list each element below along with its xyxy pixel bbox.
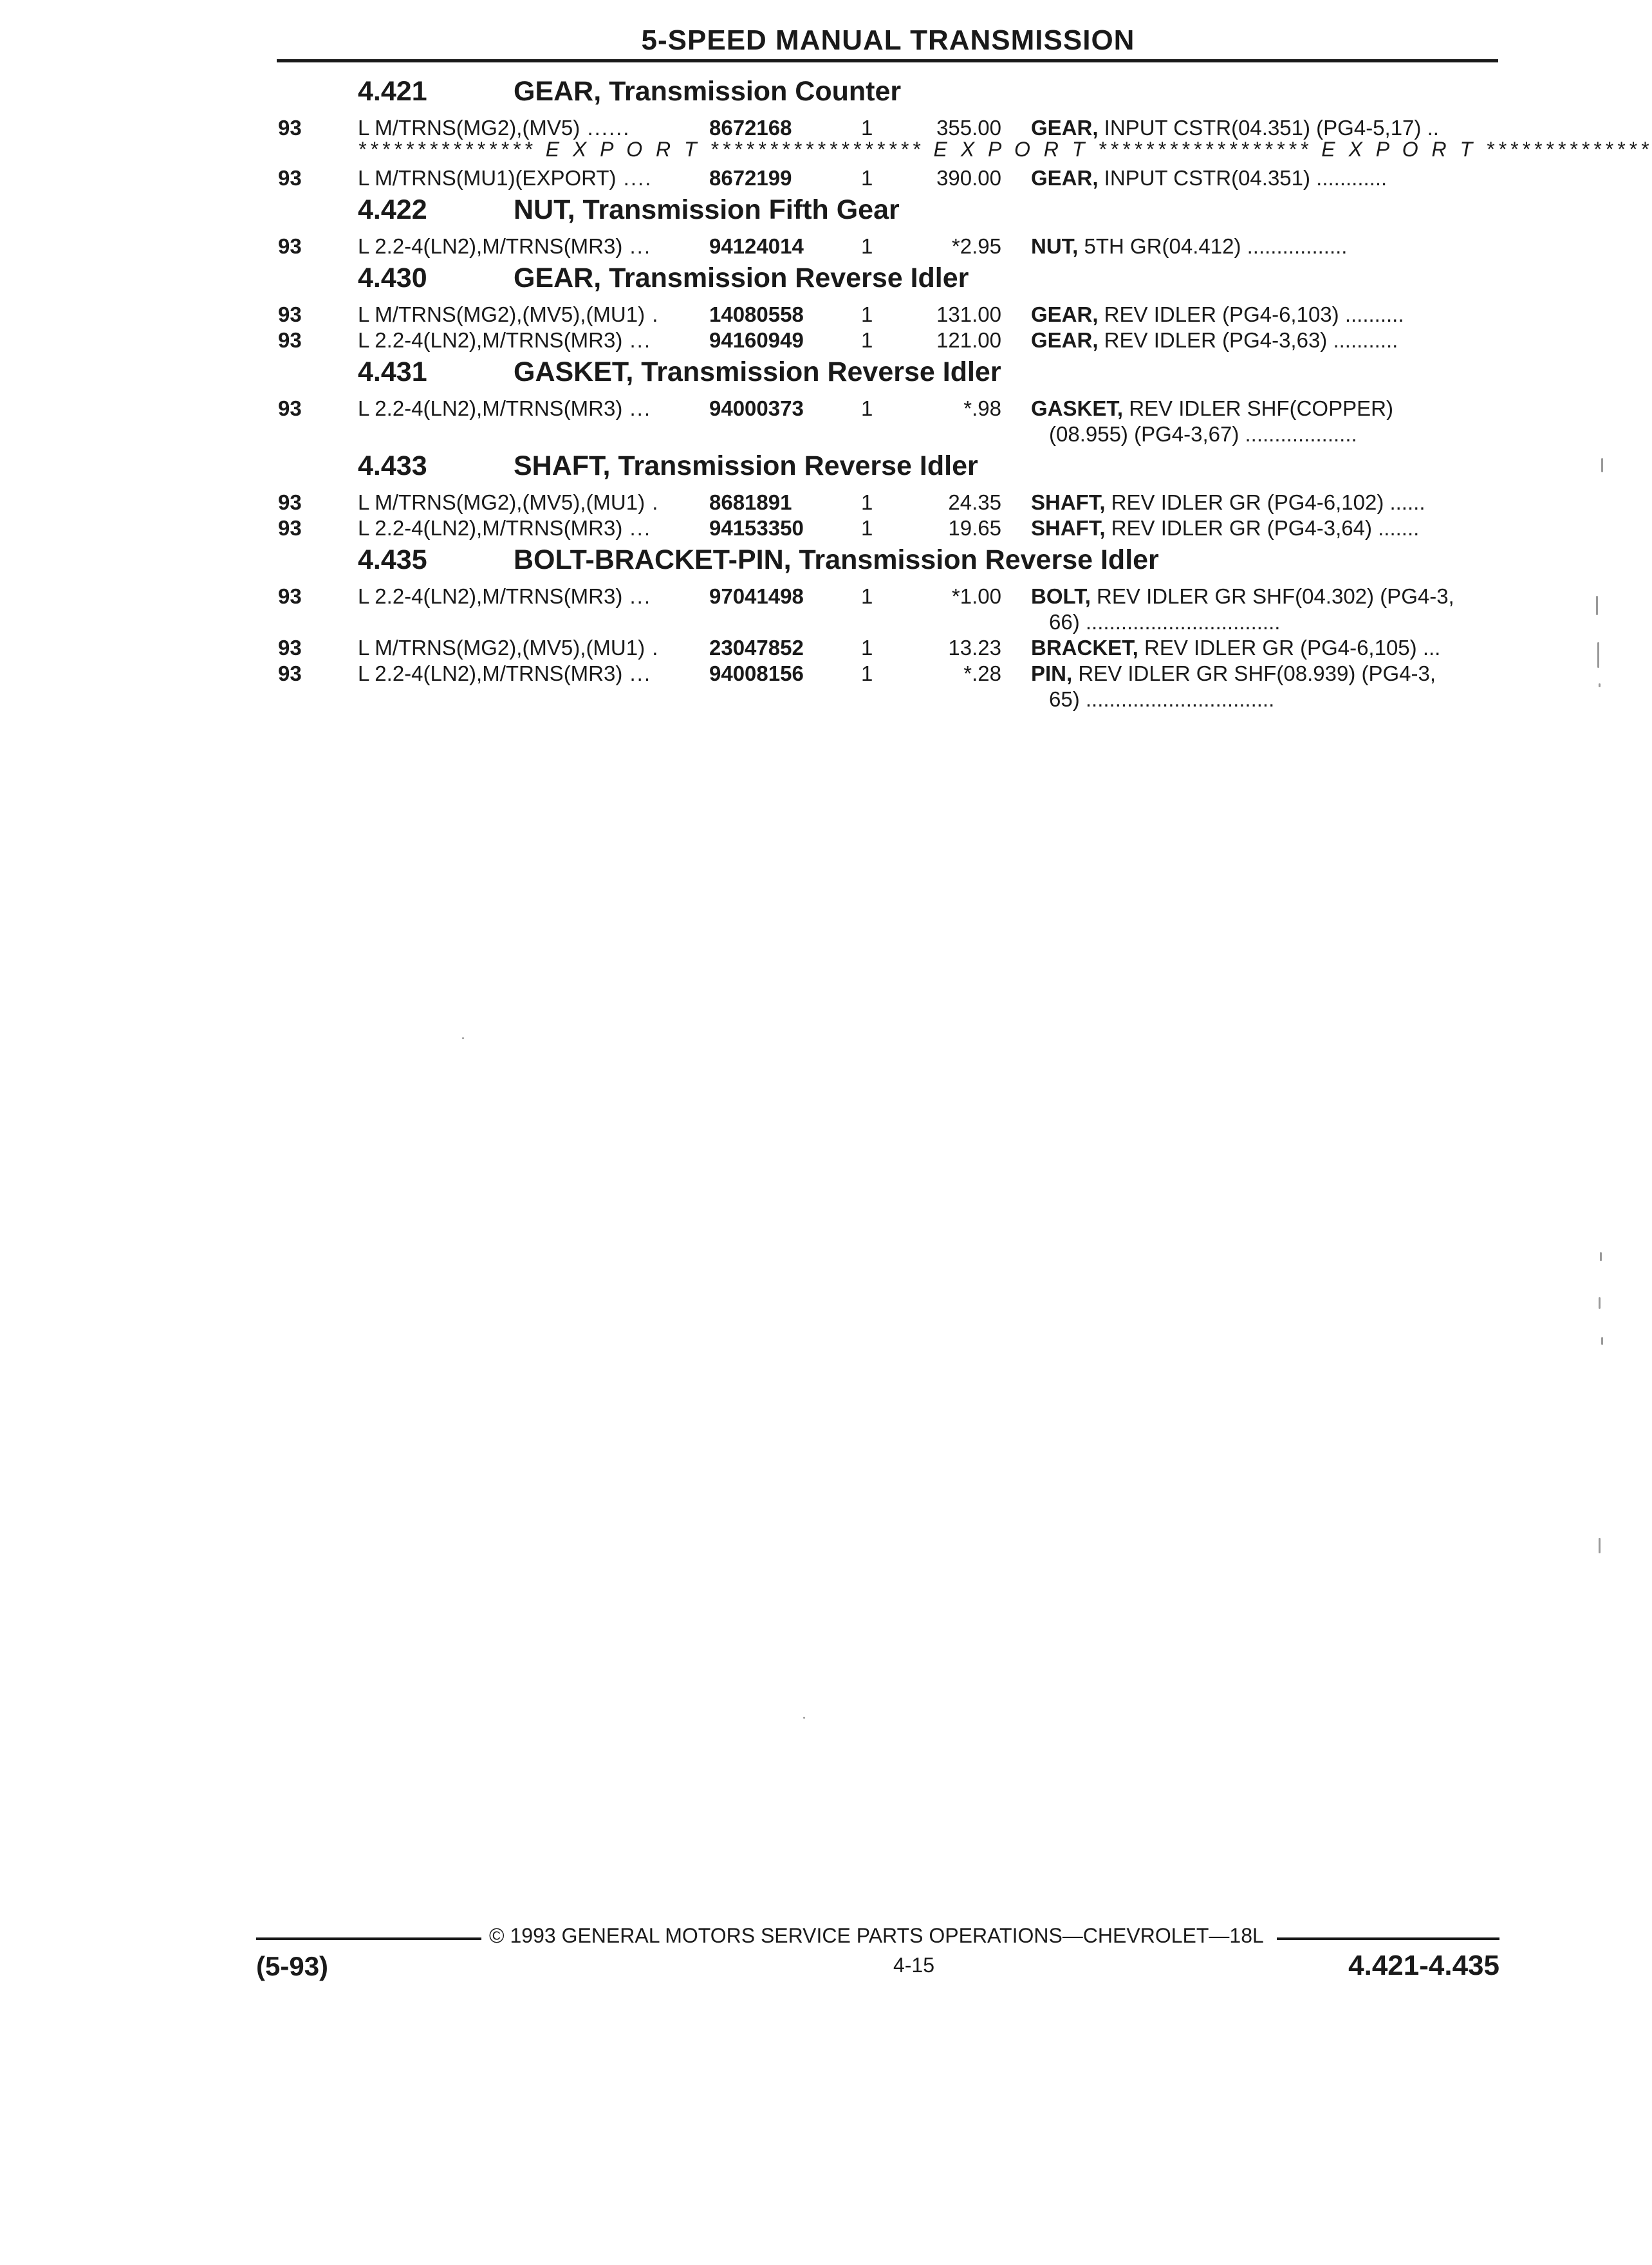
list-price: 19.65 — [948, 516, 1001, 540]
part-number: 97041498 — [709, 584, 804, 608]
part-row — [0, 515, 1627, 541]
footer-rule-left — [256, 1937, 481, 1940]
description — [1031, 490, 1501, 515]
description — [1031, 234, 1501, 259]
description-continued: 66) ................................. — [1049, 610, 1281, 634]
application — [358, 661, 705, 686]
description-text: REV IDLER GR (PG4-6,102) ...... — [1105, 490, 1425, 514]
application — [358, 302, 705, 327]
description-text: REV IDLER (PG4-3,63) ........... — [1098, 328, 1398, 352]
description-text: REV IDLER GR SHF(04.302) (PG4-3, — [1090, 584, 1454, 608]
application — [358, 584, 705, 609]
part-number: 94124014 — [709, 234, 804, 258]
application-text: L M/TRNS(MG2),(MV5),(MU1) — [358, 636, 645, 660]
description-keyword: GASKET, — [1031, 396, 1124, 420]
model-year: 93 — [278, 490, 302, 514]
quantity: 1 — [861, 490, 873, 514]
part-row — [0, 395, 1627, 447]
list-price: 355.00 — [936, 116, 1001, 140]
dot-leader: ... — [622, 328, 652, 352]
list-price: *2.95 — [951, 234, 1001, 258]
quantity: 1 — [861, 166, 873, 190]
description — [1031, 396, 1501, 421]
section-heading — [0, 447, 1627, 489]
list-price: *1.00 — [951, 584, 1001, 608]
application-text: L M/TRNS(MU1)(EXPORT) — [358, 166, 617, 190]
description-keyword: BRACKET, — [1031, 636, 1138, 660]
description-keyword: SHAFT, — [1031, 516, 1106, 540]
section-heading — [0, 541, 1627, 583]
description — [1031, 636, 1501, 660]
description — [1031, 116, 1501, 140]
model-year: 93 — [278, 516, 302, 540]
application — [358, 234, 705, 259]
quantity: 1 — [861, 396, 873, 420]
dot-leader: ... — [622, 661, 652, 685]
section-title: BOLT-BRACKET-PIN, Transmission Reverse Idler — [514, 544, 1159, 575]
dot-leader: . — [645, 302, 660, 326]
application — [358, 396, 705, 421]
description-text: INPUT CSTR(04.351) (PG4-5,17) .. — [1098, 116, 1439, 140]
application-text: L 2.2-4(LN2),M/TRNS(MR3) — [358, 516, 623, 540]
model-year: 93 — [278, 116, 302, 140]
section-number: 4.435 — [358, 544, 427, 575]
description-keyword: GEAR, — [1031, 116, 1099, 140]
part-row — [0, 115, 1627, 140]
part-number: 8672168 — [709, 116, 792, 140]
dot-leader: ... — [622, 234, 652, 258]
list-price: 13.23 — [948, 636, 1001, 660]
description-keyword: GEAR, — [1031, 166, 1099, 190]
dot-leader: ... — [622, 396, 652, 420]
part-row — [0, 327, 1627, 353]
application — [358, 516, 705, 541]
export-divider: *************** E X P O R T ****************** E X P O R T ****************** E X P O R T ************** — [358, 138, 1652, 161]
model-year: 93 — [278, 302, 302, 326]
section-number: 4.433 — [358, 450, 427, 481]
section-heading — [0, 72, 1627, 115]
parts-sections — [0, 72, 1652, 712]
description-keyword: SHAFT, — [1031, 490, 1106, 514]
part-row — [0, 301, 1627, 327]
dot-leader: . — [645, 636, 660, 660]
part-number: 94160949 — [709, 328, 804, 352]
application-text: L 2.2-4(LN2),M/TRNS(MR3) — [358, 661, 623, 685]
quantity: 1 — [861, 636, 873, 660]
description-keyword: GEAR, — [1031, 328, 1099, 352]
description-text: REV IDLER GR (PG4-6,105) ... — [1138, 636, 1441, 660]
footer-rule-right — [1277, 1937, 1499, 1940]
description — [1031, 516, 1501, 541]
model-year: 93 — [278, 328, 302, 352]
part-number: 23047852 — [709, 636, 804, 660]
list-price: *.98 — [963, 396, 1001, 420]
model-year: 93 — [278, 661, 302, 685]
part-row — [0, 634, 1627, 660]
application — [358, 166, 705, 190]
description-continued: 65) ................................ — [1049, 687, 1275, 711]
application-text: L M/TRNS(MG2),(MV5),(MU1) — [358, 490, 645, 514]
list-price: *.28 — [963, 661, 1001, 685]
part-number: 94153350 — [709, 516, 804, 540]
section-number: 4.431 — [358, 356, 427, 387]
application — [358, 328, 705, 353]
section-title: SHAFT, Transmission Reverse Idler — [514, 450, 978, 481]
list-price: 390.00 — [936, 166, 1001, 190]
description-continued: (08.955) (PG4-3,67) ................... — [1049, 422, 1357, 446]
model-year: 93 — [278, 636, 302, 660]
model-year: 93 — [278, 166, 302, 190]
part-row — [0, 583, 1627, 634]
description — [1031, 166, 1501, 190]
list-price: 24.35 — [948, 490, 1001, 514]
dot-leader: ...... — [580, 116, 631, 140]
description-text: REV IDLER GR SHF(08.939) (PG4-3, — [1072, 661, 1436, 685]
quantity: 1 — [861, 302, 873, 326]
section-number: 4.421 — [358, 76, 427, 107]
footer-section-range: 4.421-4.435 — [1348, 1950, 1499, 1981]
page-title: 5-SPEED MANUAL TRANSMISSION — [641, 24, 1135, 56]
quantity: 1 — [861, 116, 873, 140]
list-price: 131.00 — [936, 302, 1001, 326]
part-number: 8672199 — [709, 166, 792, 190]
application-text: L 2.2-4(LN2),M/TRNS(MR3) — [358, 584, 623, 608]
dot-leader: . — [645, 490, 660, 514]
quantity: 1 — [861, 516, 873, 540]
model-year: 93 — [278, 396, 302, 420]
header-rule — [277, 59, 1498, 62]
description-keyword: GEAR, — [1031, 302, 1099, 326]
part-row — [0, 489, 1627, 515]
part-row — [0, 660, 1627, 712]
description-text: REV IDLER (PG4-6,103) .......... — [1098, 302, 1404, 326]
section-title: GEAR, Transmission Counter — [514, 76, 902, 107]
section-title: NUT, Transmission Fifth Gear — [514, 194, 900, 225]
section-heading — [0, 353, 1627, 395]
description — [1031, 584, 1501, 609]
list-price: 121.00 — [936, 328, 1001, 352]
section-number: 4.422 — [358, 194, 427, 225]
section-title: GASKET, Transmission Reverse Idler — [514, 356, 1001, 387]
section-number: 4.430 — [358, 263, 427, 293]
application — [358, 636, 705, 660]
quantity: 1 — [861, 234, 873, 258]
model-year: 93 — [278, 234, 302, 258]
application-text: L 2.2-4(LN2),M/TRNS(MR3) — [358, 328, 623, 352]
application-text: L M/TRNS(MG2),(MV5) — [358, 116, 580, 140]
quantity: 1 — [861, 328, 873, 352]
part-number: 14080558 — [709, 302, 804, 326]
footer-page-number: 4-15 — [893, 1954, 935, 1977]
application-text: L M/TRNS(MG2),(MV5),(MU1) — [358, 302, 645, 326]
footer-date: (5-93) — [256, 1951, 329, 1981]
description — [1031, 661, 1501, 686]
dot-leader: ... — [622, 516, 652, 540]
description-text: REV IDLER SHF(COPPER) — [1123, 396, 1393, 420]
description-text: INPUT CSTR(04.351) ............ — [1098, 166, 1387, 190]
description-text: 5TH GR(04.412) ................. — [1078, 234, 1348, 258]
description-keyword: PIN, — [1031, 661, 1073, 685]
section-title: GEAR, Transmission Reverse Idler — [514, 263, 969, 293]
application — [358, 490, 705, 515]
part-number: 94008156 — [709, 661, 804, 685]
application-text: L 2.2-4(LN2),M/TRNS(MR3) — [358, 396, 623, 420]
part-number: 8681891 — [709, 490, 792, 514]
part-row — [0, 165, 1627, 190]
dot-leader: .... — [616, 166, 653, 190]
application-text: L 2.2-4(LN2),M/TRNS(MR3) — [358, 234, 623, 258]
description-text: REV IDLER GR (PG4-3,64) ....... — [1105, 516, 1420, 540]
footer-copyright: © 1993 GENERAL MOTORS SERVICE PARTS OPERATIONS—CHEVROLET—18L — [489, 1924, 1264, 1947]
description-keyword: BOLT, — [1031, 584, 1091, 608]
part-number: 94000373 — [709, 396, 804, 420]
section-heading — [0, 259, 1627, 301]
quantity: 1 — [861, 584, 873, 608]
model-year: 93 — [278, 584, 302, 608]
part-row — [0, 233, 1627, 259]
quantity: 1 — [861, 661, 873, 685]
description — [1031, 328, 1501, 353]
description-keyword: NUT, — [1031, 234, 1079, 258]
dot-leader: ... — [622, 584, 652, 608]
section-heading — [0, 190, 1627, 233]
application — [358, 116, 705, 140]
description — [1031, 302, 1501, 327]
